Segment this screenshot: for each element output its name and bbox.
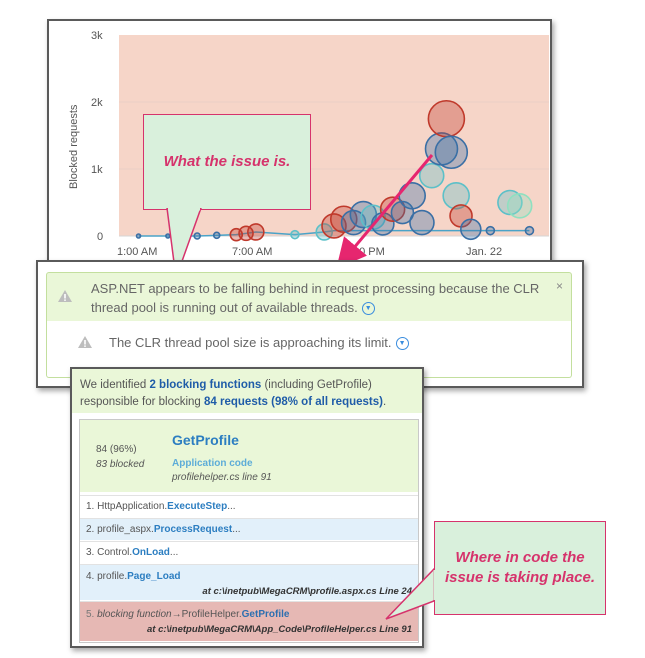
function-count-pct: 84 (96%) (96, 444, 137, 455)
blocking-summary: We identified 2 blocking functions (including GetProfile) responsible for blocking 84 requests (98% of all requests). (72, 369, 422, 413)
issue-callout-text: What the issue is. (143, 114, 311, 210)
y-tick-2k: 2k (91, 97, 103, 109)
location-callout (434, 521, 606, 615)
function-card (79, 419, 419, 643)
location-callout-text: Where in code the issue is taking place. (434, 521, 606, 615)
function-header (80, 420, 418, 492)
callout-arrow (342, 155, 432, 262)
stack-frame-1[interactable]: 1. HttpApplication.ExecuteStep... (80, 495, 418, 517)
y-tick-1k: 1k (91, 164, 103, 176)
y-axis-title: Blocked requests (68, 104, 80, 189)
x-tick-7am: 7:00 AM (232, 246, 273, 258)
location-callout-tail (384, 561, 436, 621)
y-tick-0: 0 (97, 231, 104, 243)
function-name-link[interactable]: GetProfile (172, 432, 239, 448)
primary-alert[interactable] (46, 272, 572, 322)
function-category: Application code (172, 458, 253, 469)
stack-frame-4-location: at c:\inetpub\MegaCRM\profile.aspx.cs Line 24 (202, 586, 412, 597)
x-tick-jan22: Jan. 22 (466, 246, 503, 258)
stack-frame-4[interactable]: 4. profile.Page_Load at c:\inetpub\MegaCRM\profile.aspx.cs Line 24 (80, 564, 418, 600)
blocked-requests-count[interactable]: 84 requests (98% of all requests) (204, 396, 383, 408)
y-tick-3k: 3k (91, 30, 103, 42)
warning-icon (77, 335, 93, 349)
close-alert-button[interactable]: × (555, 279, 563, 293)
blocking-function-tag: blocking function (97, 609, 172, 620)
primary-alert-text: ASP.NET appears to be falling behind in request processing because the CLR thread pool is running out of available threads. (91, 281, 540, 315)
stack-frame-5-location: at c:\inetpub\MegaCRM\App_Code\ProfileHelper.cs Line 91 (147, 624, 412, 635)
warning-icon (57, 289, 73, 303)
expand-chevron-icon[interactable]: ▼ (396, 337, 409, 350)
blocking-details-panel (70, 367, 424, 648)
x-tick-1am: 1:00 AM (117, 246, 158, 258)
stack-frame-5-blocking[interactable]: 5. blocking function→ProfileHelper.GetProfile at c:\inetpub\MegaCRM\App_Code\ProfileHelper.cs Line 91 (80, 601, 418, 641)
issue-callout (143, 114, 311, 210)
function-file: profilehelper.cs line 91 (172, 472, 272, 483)
stack-frame-2[interactable]: 2. profile_aspx.ProcessRequest... (80, 518, 418, 540)
stack-frame-3[interactable]: 3. Control.OnLoad... (80, 541, 418, 563)
secondary-alert-text: The CLR thread pool size is approaching its limit. (109, 335, 392, 350)
blocking-functions-count[interactable]: 2 blocking functions (149, 379, 262, 391)
expand-chevron-icon[interactable]: ▼ (362, 302, 375, 315)
function-blocked-count: 83 blocked (96, 459, 145, 470)
x-tick-pm: 00 PM (353, 246, 385, 258)
